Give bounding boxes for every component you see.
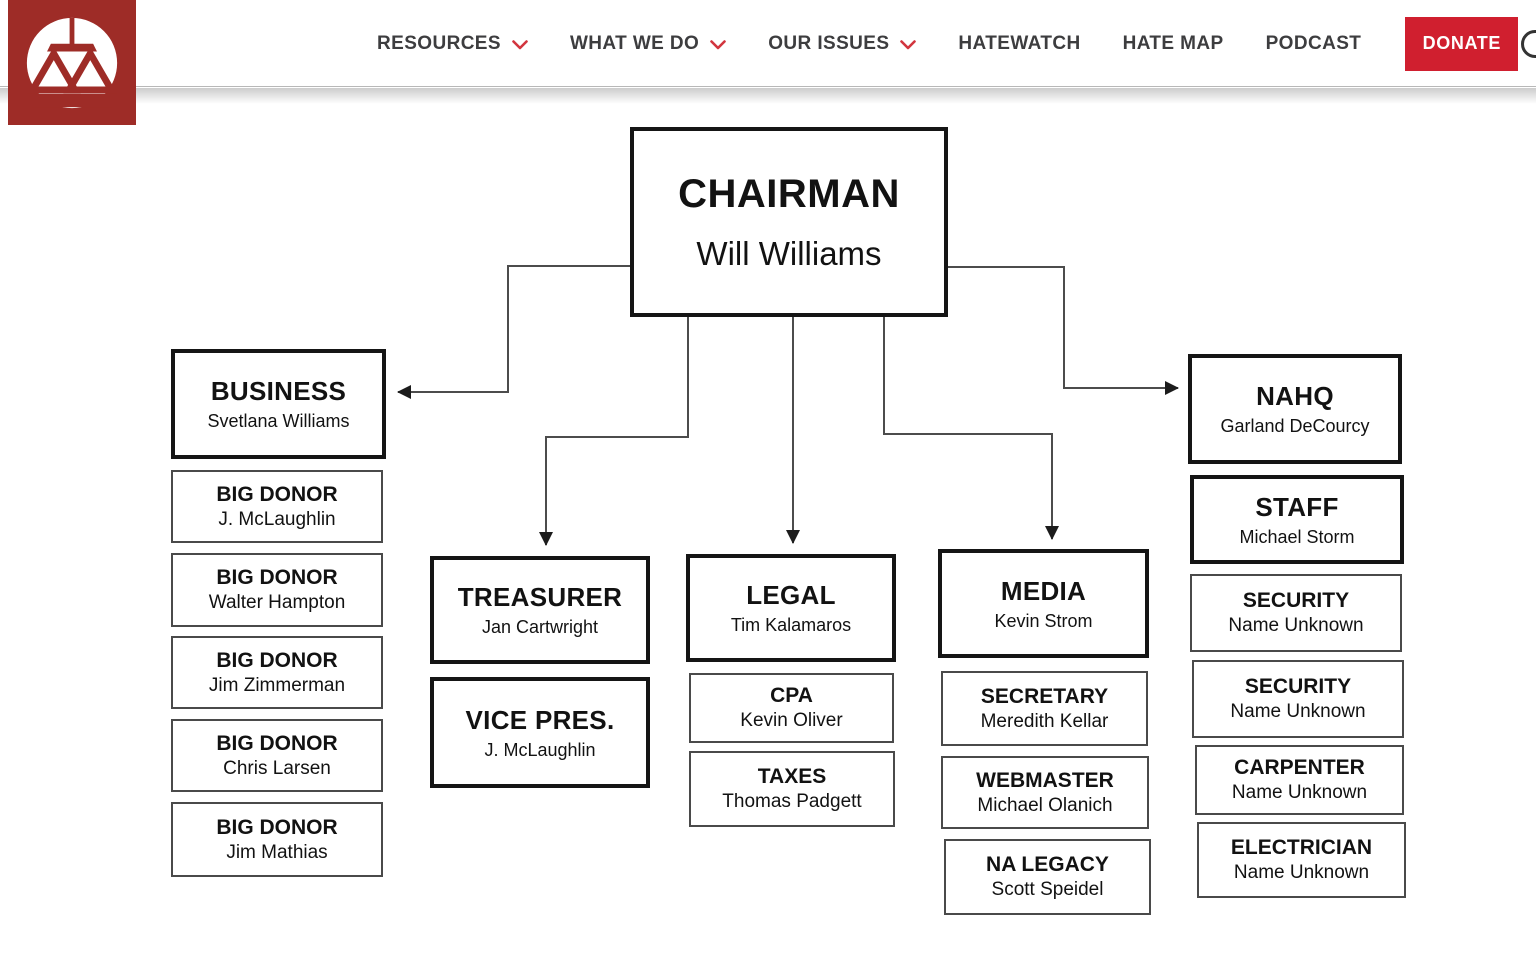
nav-label: HATEWATCH bbox=[958, 32, 1081, 54]
org-box-title: WEBMASTER bbox=[976, 768, 1114, 792]
chevron-down-icon bbox=[900, 40, 916, 50]
org-box-person: Meredith Kellar bbox=[980, 710, 1109, 732]
org-box-title: BIG DONOR bbox=[216, 731, 338, 755]
nav-label: RESOURCES bbox=[377, 32, 501, 54]
scales-of-justice-icon bbox=[24, 15, 120, 111]
org-box-person: Thomas Padgett bbox=[722, 791, 862, 812]
nav-item-hate-map[interactable] bbox=[1123, 33, 1224, 55]
org-box-title: TREASURER bbox=[457, 582, 623, 612]
org-box-person: Name Unknown bbox=[1233, 862, 1370, 883]
org-box-person: Name Unknown bbox=[1228, 615, 1364, 636]
chevron-down-icon bbox=[710, 40, 726, 50]
org-box-title: MEDIA bbox=[1000, 575, 1087, 606]
org-box-person: Walter Hampton bbox=[208, 592, 346, 613]
nav-label: WHAT WE DO bbox=[569, 32, 700, 54]
org-box-person: Name Unknown bbox=[1230, 701, 1366, 722]
nav-label: HATE MAP bbox=[1122, 32, 1224, 54]
connector-chairman-nahq bbox=[948, 267, 1178, 388]
org-box-big-donor-1 bbox=[171, 470, 383, 543]
org-box-taxes bbox=[689, 751, 895, 827]
org-box-person: Scott Speidel bbox=[991, 879, 1104, 900]
org-box-person: Svetlana Williams bbox=[207, 411, 350, 431]
org-box-person: J. McLaughlin bbox=[484, 739, 596, 760]
org-box-staff bbox=[1190, 475, 1404, 564]
org-box-person: Jim Zimmerman bbox=[208, 674, 346, 696]
org-box-title: BIG DONOR bbox=[216, 566, 338, 589]
org-box-carpenter bbox=[1195, 745, 1404, 815]
org-box-title: NA LEGACY bbox=[986, 853, 1109, 876]
org-box-legal bbox=[686, 554, 896, 662]
org-box-title: BUSINESS bbox=[210, 376, 347, 406]
org-box-title: SECURITY bbox=[1242, 589, 1350, 612]
org-box-person: Name Unknown bbox=[1231, 782, 1368, 803]
org-box-title: STAFF bbox=[1255, 491, 1339, 522]
org-box-big-donor-5 bbox=[171, 802, 383, 877]
org-box-business bbox=[171, 349, 386, 459]
org-box-person: Tim Kalamaros bbox=[730, 615, 852, 635]
org-box-cpa bbox=[689, 673, 894, 743]
org-box-title: NAHQ bbox=[1256, 381, 1334, 411]
donate-button[interactable]: DONATE bbox=[1405, 17, 1518, 71]
org-box-big-donor-3 bbox=[171, 636, 383, 709]
org-box-big-donor-4 bbox=[171, 719, 383, 792]
org-box-person: Kevin Strom bbox=[994, 610, 1093, 631]
connector-chairman-media bbox=[884, 317, 1052, 539]
org-box-electrician bbox=[1197, 822, 1406, 898]
org-box-title: LEGAL bbox=[746, 580, 836, 610]
org-box-title: BIG DONOR bbox=[216, 482, 338, 506]
org-box-person: J. McLaughlin bbox=[218, 508, 336, 530]
org-box-title: BIG DONOR bbox=[216, 648, 338, 672]
nav-item-podcast[interactable] bbox=[1266, 33, 1362, 55]
org-box-person: Chris Larsen bbox=[223, 757, 331, 779]
main-nav bbox=[377, 0, 1518, 87]
org-box-nahq bbox=[1188, 354, 1402, 464]
org-box-chairman bbox=[630, 127, 948, 317]
nav-item-what-we-do[interactable] bbox=[570, 33, 726, 55]
org-box-title: VICE PRES. bbox=[465, 704, 615, 735]
org-box-vice-pres bbox=[430, 677, 650, 788]
splc-logo[interactable] bbox=[8, 0, 136, 125]
org-box-title: TAXES bbox=[757, 765, 827, 788]
org-box-title: ELECTRICIAN bbox=[1230, 836, 1373, 859]
chevron-down-icon bbox=[512, 40, 528, 50]
nav-label: OUR ISSUES bbox=[768, 32, 890, 54]
org-box-webmaster bbox=[941, 756, 1149, 829]
org-box-person: Garland DeCourcy bbox=[1220, 416, 1370, 436]
org-box-person: Michael Storm bbox=[1239, 526, 1355, 547]
nav-item-our-issues[interactable] bbox=[768, 33, 916, 55]
org-box-security-2 bbox=[1192, 660, 1404, 738]
org-box-person: Will Williams bbox=[696, 235, 882, 272]
connector-chairman-treasurer bbox=[546, 317, 688, 545]
org-box-security-1 bbox=[1190, 574, 1402, 652]
org-box-person: Jan Cartwright bbox=[481, 617, 599, 637]
org-box-title: SECURITY bbox=[1244, 675, 1352, 698]
org-box-title: CARPENTER bbox=[1234, 756, 1365, 779]
org-box-person: Kevin Oliver bbox=[740, 710, 843, 731]
org-box-secretary bbox=[941, 671, 1148, 746]
org-box-title: SECRETARY bbox=[980, 684, 1109, 708]
org-box-person: Jim Mathias bbox=[226, 841, 328, 863]
org-box-media bbox=[938, 549, 1149, 658]
connector-chairman-business bbox=[398, 266, 630, 392]
org-box-treasurer bbox=[430, 556, 650, 664]
org-box-title: CPA bbox=[770, 684, 813, 707]
org-box-title: BIG DONOR bbox=[216, 815, 338, 839]
org-box-title: CHAIRMAN bbox=[678, 172, 900, 216]
org-box-na-legacy bbox=[944, 839, 1151, 915]
org-box-person: Michael Olanich bbox=[977, 794, 1113, 816]
org-box-big-donor-2 bbox=[171, 553, 383, 627]
nav-item-hatewatch[interactable] bbox=[958, 33, 1080, 55]
nav-item-resources[interactable] bbox=[377, 33, 528, 55]
nav-label: PODCAST bbox=[1265, 32, 1362, 54]
